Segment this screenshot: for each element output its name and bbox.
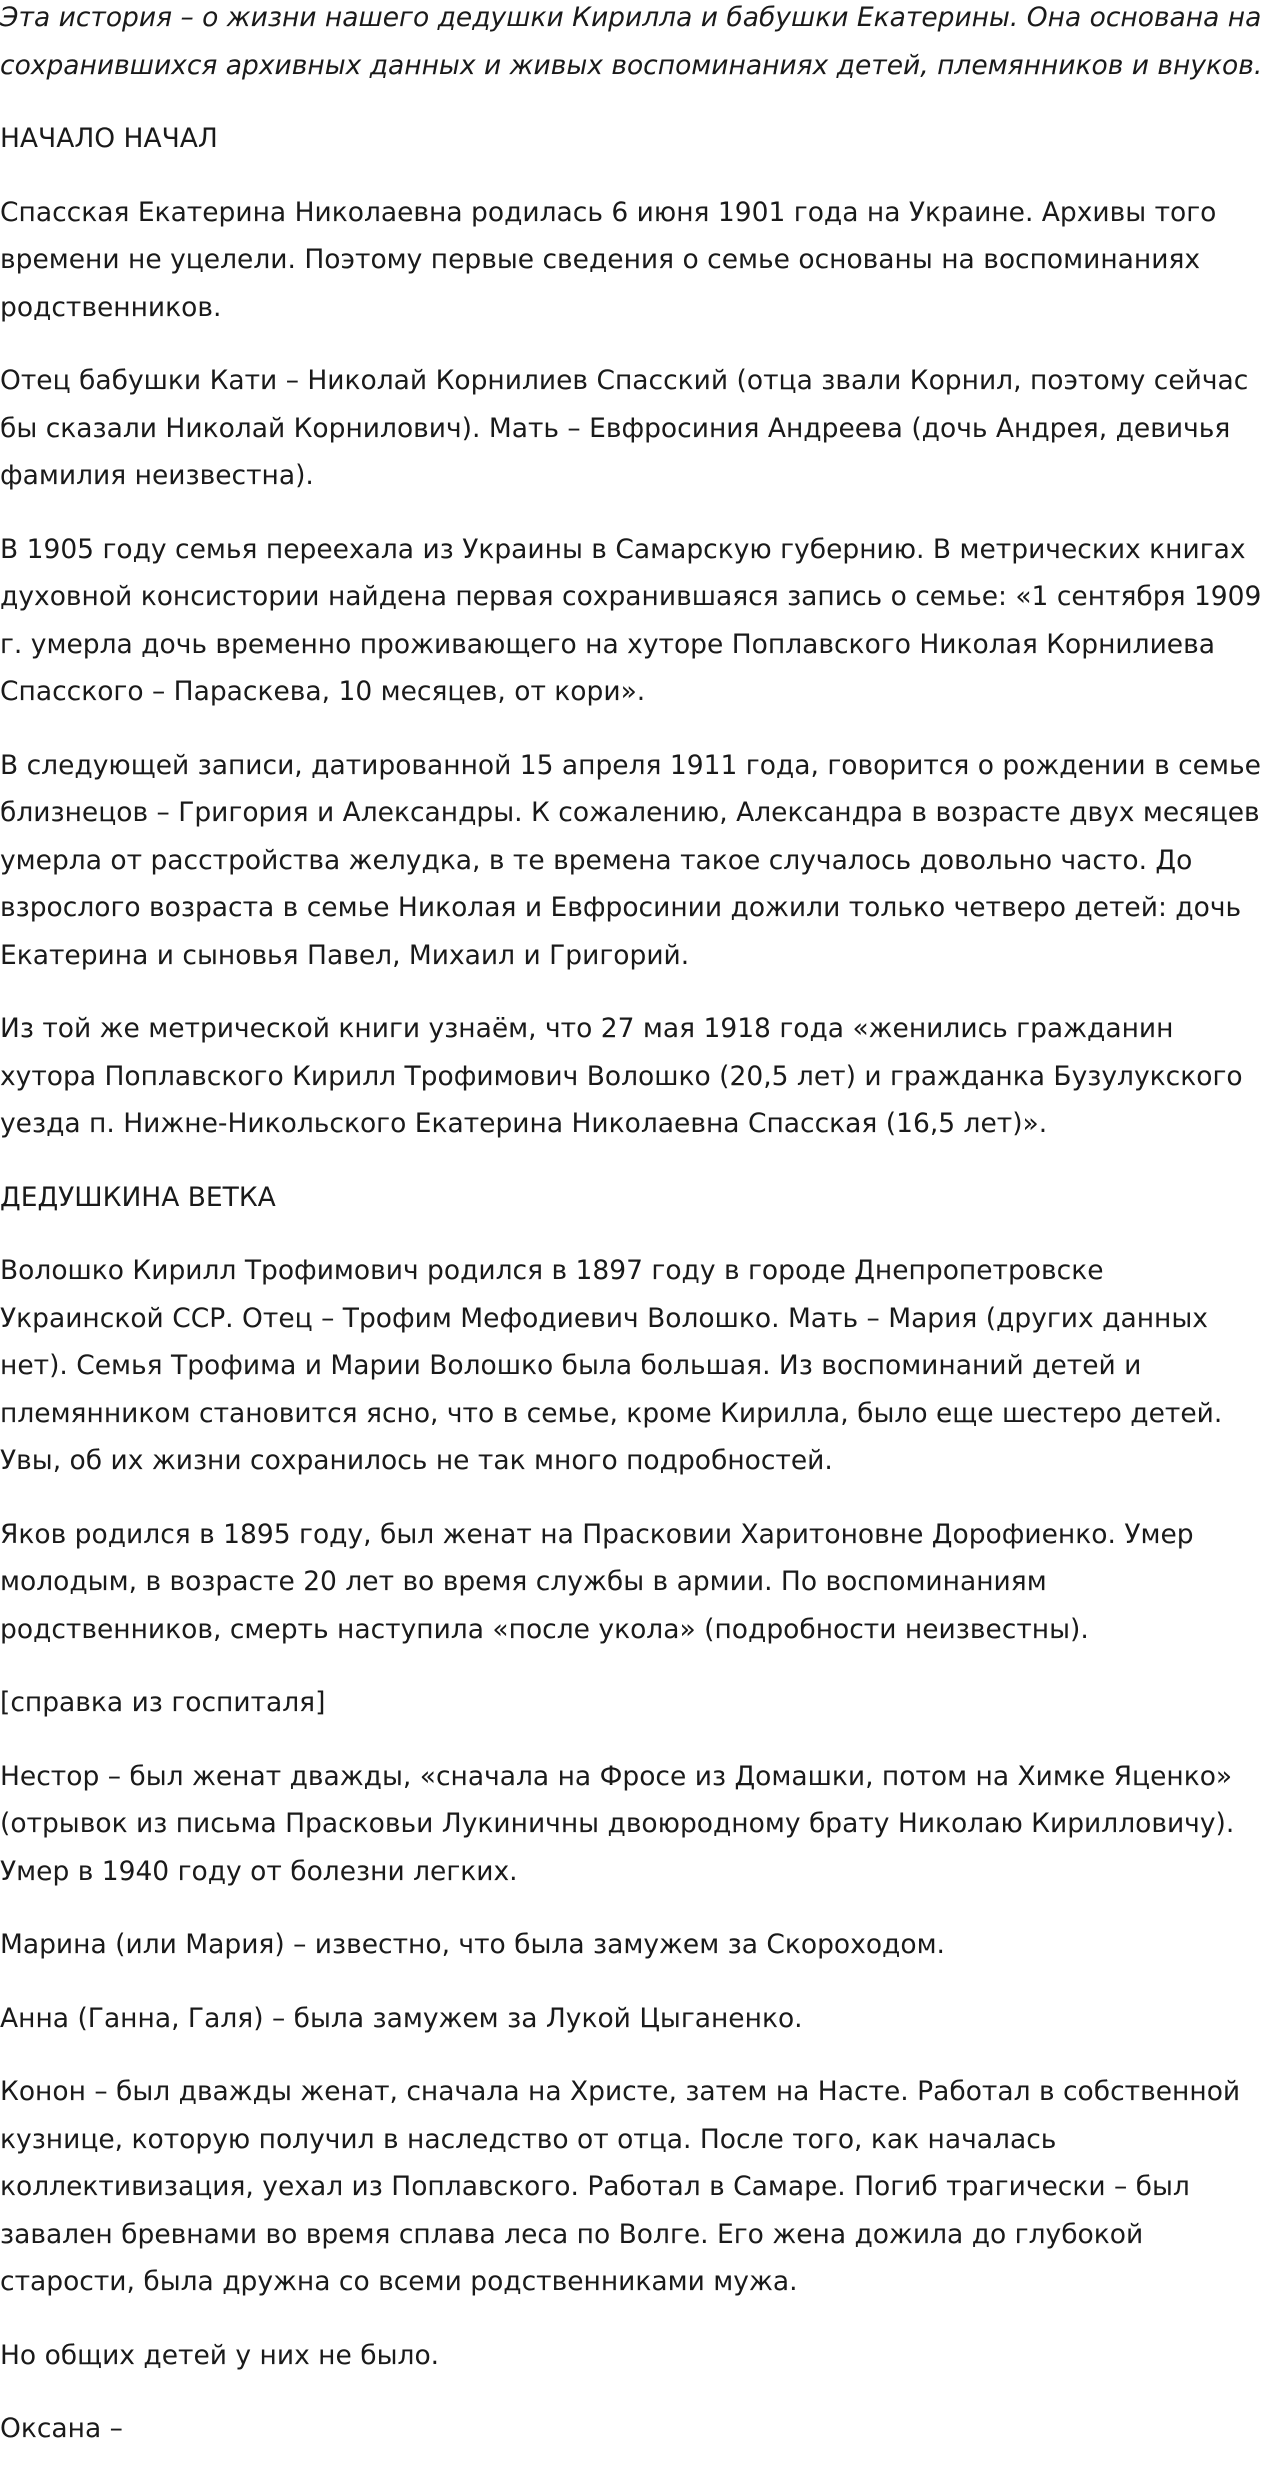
intro-paragraph: Эта история – о жизни нашего дедушки Кирилла и бабушки Екатерины. Она основана на сохранившихся архивных данных и живых воспоминаниях детей, племянников и внуков.	[0, 2, 1263, 81]
paragraph: В 1905 году семья переехала из Украины в Самарскую губернию. В метрических книгах духовной консистории найдена первая сохранившаяся запись о семье: «1 сентября 1909 г. умерла дочь временно проживающего на хуторе Поплавского Николая Корнилиева Спасского – Параскева, 10 месяцев, от кори».	[0, 533, 1262, 707]
paragraph: Спасская Екатерина Николаевна родилась 6 июня 1901 года на Украине. Архивы того времени не уцелели. Поэтому первые сведения о семье основаны на воспоминаниях родственников.	[0, 196, 1217, 323]
paragraph: Но общих детей у них не было.	[0, 2339, 440, 2371]
paragraph: Из той же метрической книги узнаём, что 27 мая 1918 года «женились гражданин хутора Поплавского Кирилл Трофимович Волошко (20,5 лет) и гражданка Бузулукского уезда п. Нижне-Никольского Екатерина Николаевна Спасская (16,5 лет)».	[0, 1013, 1243, 1139]
paragraph: Отец бабушки Кати – Николай Корнилиев Спасский (отца звали Корнил, поэтому сейчас бы сказали Николай Корнилович). Мать – Евфросиния Андреева (дочь Андрея, девичья фамилия неизвестна).	[0, 365, 1249, 491]
paragraph: Нестор – был женат дважды, «сначала на Фросе из Домашки, потом на Химке Яценко» (отрывок из письма Прасковьи Лукиничны двоюродному брату Николаю Кирилловичу). Умер в 1940 году от болезни легких.	[0, 1760, 1235, 1887]
section-heading-grandfather: ДЕДУШКИНА ВЕТКА	[0, 1181, 276, 1213]
paragraph: Марина (или Мария) – известно, что была замужем за Скороходом.	[0, 1929, 945, 1960]
paragraph: Оксана –	[0, 2413, 123, 2444]
paragraph: Анна (Ганна, Галя) – была замужем за Лукой Цыганенко.	[0, 2002, 803, 2034]
note-paragraph: [справка из госпиталя]	[0, 1687, 326, 1718]
paragraph: Яков родился в 1895 году, был женат на Прасковии Харитоновне Дорофиенко. Умер молодым, в возрасте 20 лет во время службы в армии. По воспоминаниям родственников, смерть наступила «после укола» (подробности неизвестны).	[0, 1518, 1194, 1645]
paragraph: Конон – был дважды женат, сначала на Христе, затем на Насте. Работал в собственной кузнице, которую получил в наследство от отца. После того, как началась коллективизация, уехал из Поплавского. Работал в Самаре. Погиб трагически – был завален бревнами во время сплава леса по Волге. Его жена дожила до глубокой старости, была дружна со всеми родственниками мужа.	[0, 2076, 1241, 2297]
paragraph: В следующей записи, датированной 15 апреля 1911 года, говорится о рождении в семье близнецов – Григория и Александры. К сожалению, Александра в возрасте двух месяцев умерла от расстройства желудка, в те времена такое случалось довольно часто. До взрослого возраста в семье Николая и Евфросинии дожили только четверо детей: дочь Екатерина и сыновья Павел, Михаил и Григорий.	[0, 749, 1261, 971]
paragraph: Волошко Кирилл Трофимович родился в 1897 году в городе Днепропетровске Украинской ССР. Отец – Трофим Мефодиевич Волошко. Мать – Мария (других данных нет). Семья Трофима и Марии Волошко была большая. Из воспоминаний детей и племянником становится ясно, что в семье, кроме Кирилла, было еще шестеро детей. Увы, об их жизни сохранилось не так много подробностей.	[0, 1255, 1223, 1476]
section-heading-beginning: НАЧАЛО НАЧАЛ	[0, 123, 218, 154]
